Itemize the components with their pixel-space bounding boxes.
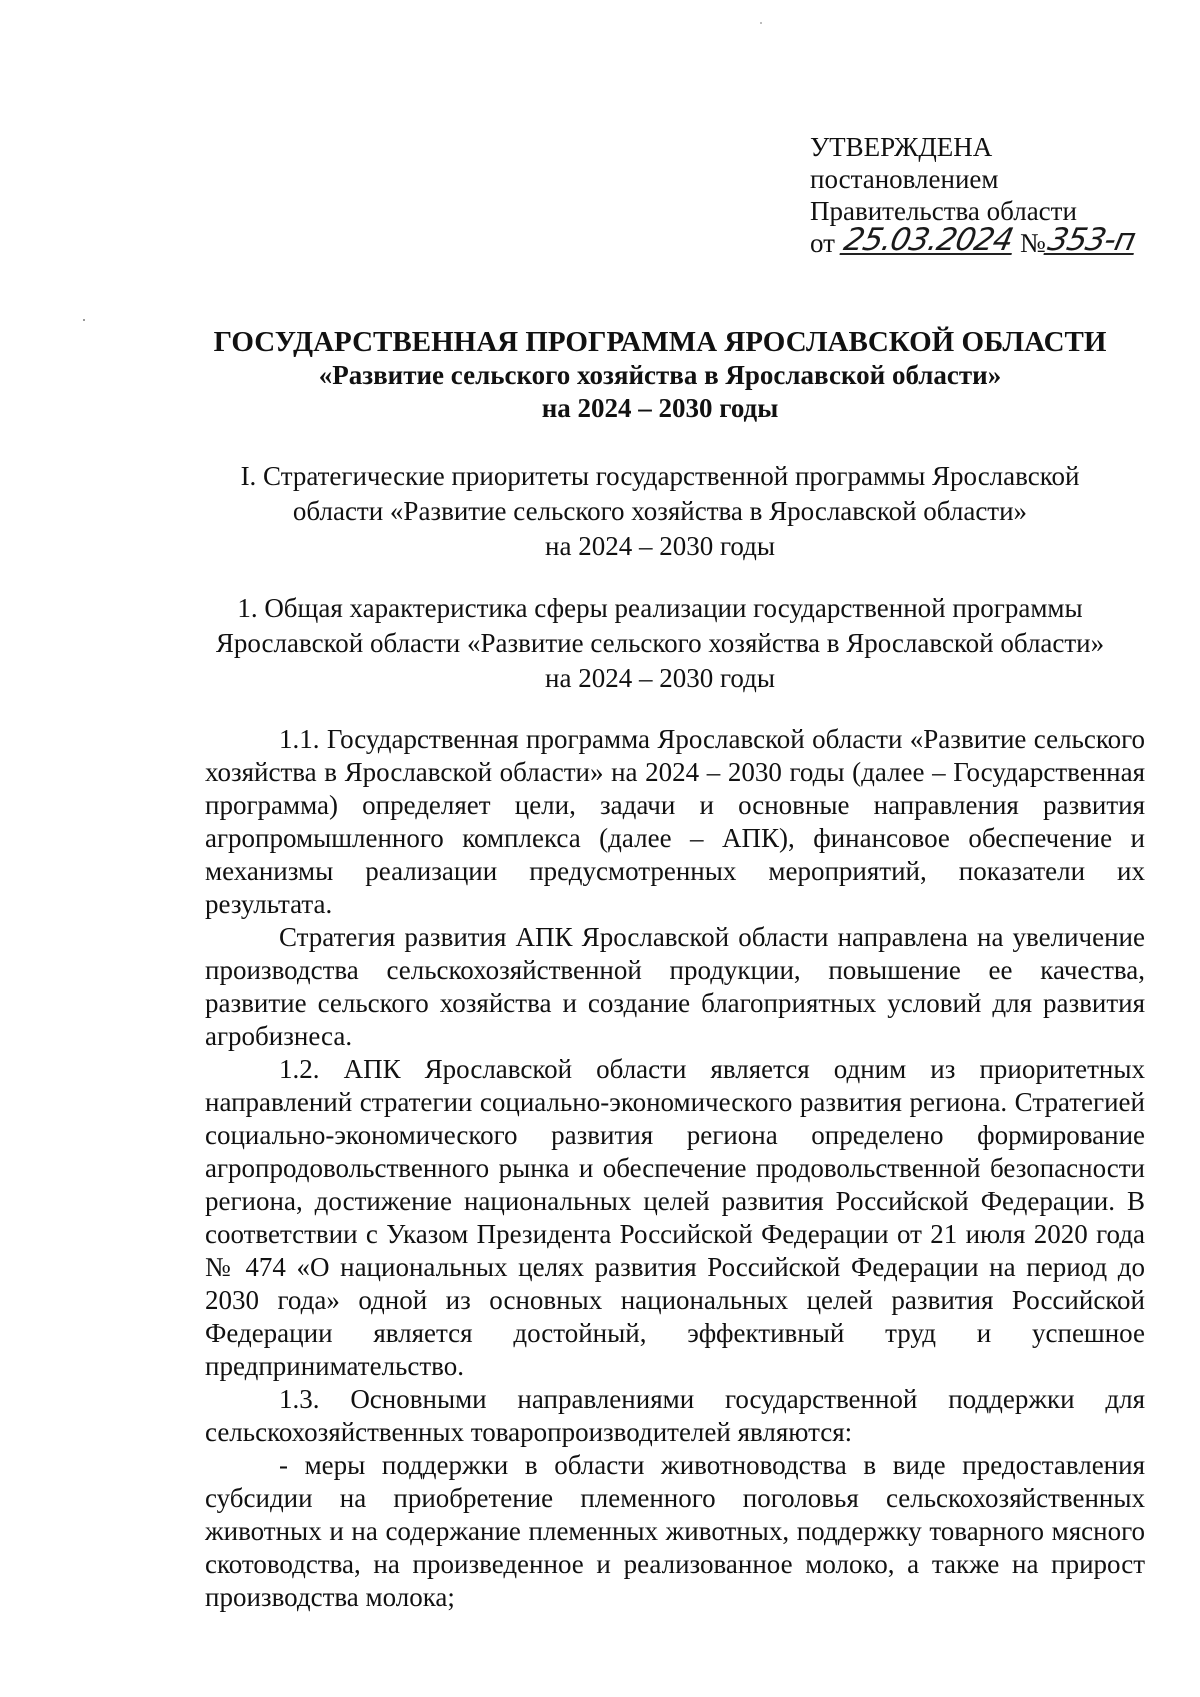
section-1-line-1: I. Стратегические приоритеты государственной программы Ярославской bbox=[240, 461, 1080, 491]
section-2-line-3: на 2024 – 2030 годы bbox=[545, 663, 775, 693]
approval-block bbox=[810, 131, 1138, 259]
paragraph: Стратегия развития АПК Ярославской области направлена на увеличение производства сельскохозяйственной продукции, повышение ее качества, развитие сельского хозяйства и создание благоприятных условий для развития агробизнеса. bbox=[205, 922, 1145, 1051]
section-2-line-1: 1. Общая характеристика сферы реализации государственной программы bbox=[237, 593, 1083, 623]
approval-date-row bbox=[810, 222, 1138, 259]
paragraph: 1.1. Государственная программа Ярославской области «Развитие сельского хозяйства в Ярославской области» на 2024 – 2030 годы (далее – Государственная программа) определяет цели, задачи и основные направления развития агропромышленного комплекса (далее – АПК), финансовое обеспечение и механизмы реализации предусмотренных мероприятий, показатели их результата. bbox=[205, 724, 1145, 919]
date-prefix: от bbox=[810, 228, 835, 258]
paragraph: 1.3. Основными направлениями государственной поддержки для сельскохозяйственных товаропроизводителей являются: bbox=[205, 1384, 1145, 1447]
section-heading-1 bbox=[180, 459, 1140, 564]
title-line-1: ГОСУДАРСТВЕННАЯ ПРОГРАММА ЯРОСЛАВСКОЙ ОБЛАСТИ bbox=[213, 326, 1107, 358]
scan-artifact bbox=[760, 22, 762, 24]
paragraph: 1.2. АПК Ярославской области является одним из приоритетных направлений стратегии социально-экономического развития региона. Стратегией социально-экономического развития региона определено формирование агропродовольственного рынка и обеспечение продовольственной безопасности региона, достижение национальных целей развития Российской Федерации. В соответствии с Указом Президента Российской Федерации от 21 июля 2020 года № 474 «О национальных целях развития Российской Федерации на период до 2030 года» одной из основных национальных целей развития Российской Федерации является достойный, эффективный труд и успешное предпринимательство. bbox=[205, 1054, 1145, 1381]
section-heading-2 bbox=[180, 591, 1140, 696]
approval-by: постановлением bbox=[810, 164, 999, 194]
number-sign: № bbox=[1019, 228, 1046, 258]
approval-authority: Правительства области bbox=[810, 196, 1077, 226]
paragraph: - меры поддержки в области животноводства в виде предоставления субсидии на приобретение племенного поголовья сельскохозяйственных животных и на содержание племенных животных, поддержку товарного мясного скотоводства, на произведенное и реализованное молоко, а также на прирост производства молока; bbox=[205, 1450, 1145, 1612]
body-text bbox=[205, 723, 1145, 1614]
scan-artifact bbox=[83, 319, 85, 321]
document-title bbox=[180, 326, 1140, 425]
handwritten-number: 353-п bbox=[1044, 222, 1138, 258]
approval-status: УТВЕРЖДЕНА bbox=[810, 132, 993, 162]
section-1-line-3: на 2024 – 2030 годы bbox=[545, 531, 775, 561]
handwritten-date: 25.03.2024 bbox=[840, 222, 1016, 258]
title-line-2: «Развитие сельского хозяйства в Ярославской области» bbox=[318, 360, 1002, 390]
section-2-line-2: Ярославской области «Развитие сельского хозяйства в Ярославской области» bbox=[215, 628, 1105, 658]
title-line-3: на 2024 – 2030 годы bbox=[541, 393, 779, 423]
section-1-line-2: области «Развитие сельского хозяйства в Ярославской области» bbox=[292, 496, 1028, 526]
